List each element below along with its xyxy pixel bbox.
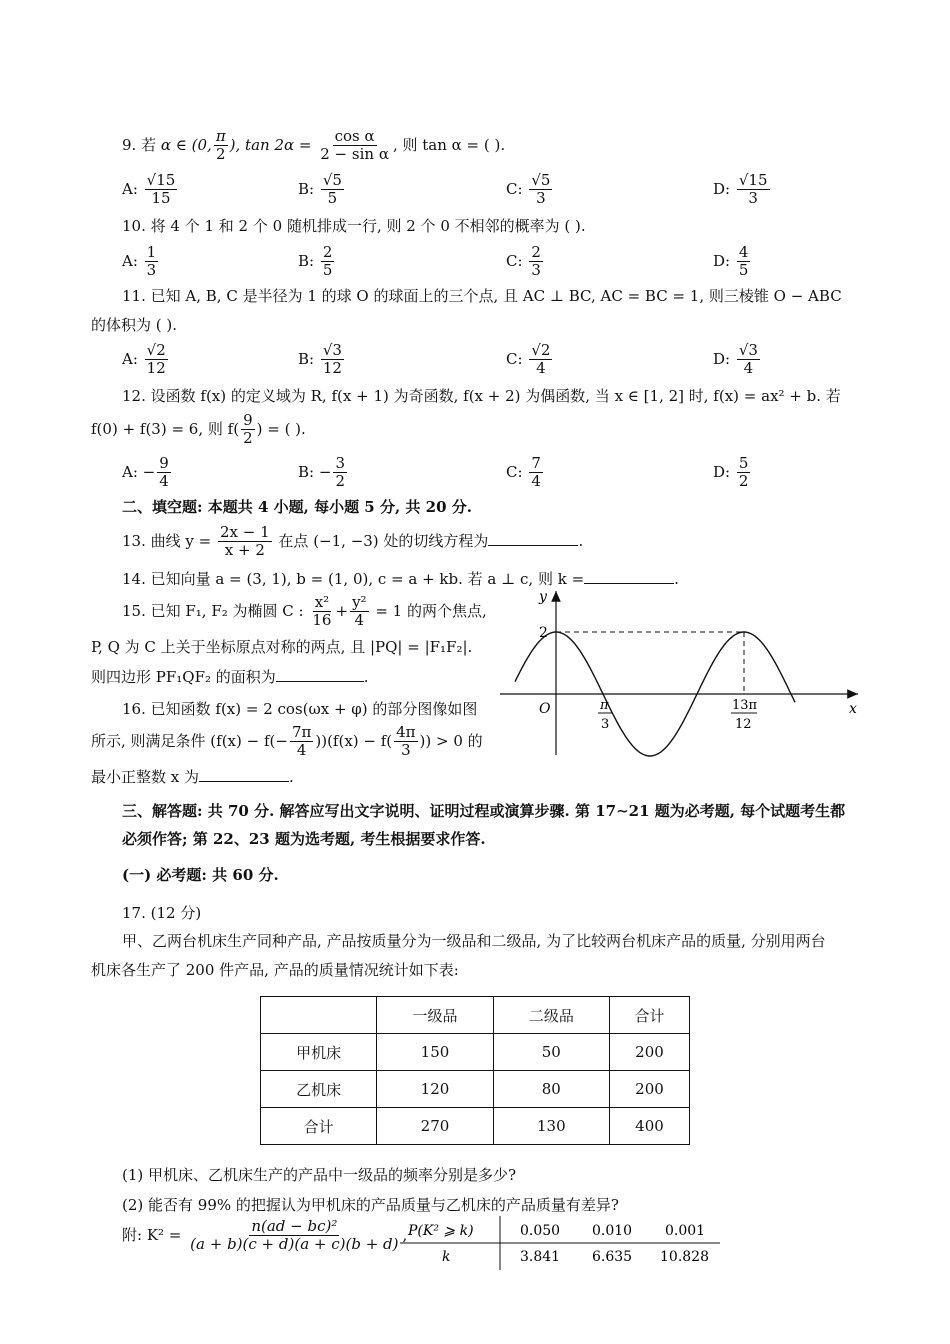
- y-axis-label: y: [539, 589, 547, 605]
- q12-stem-line2: f(0) + f(3) = 6, 则 f( $\frac{9}{2}$ ) = ( ).: [91, 411, 306, 448]
- q16-line1: 16. 已知函数 f(x) = 2 cos(ωx + φ) 的部分图像如图: [122, 700, 478, 718]
- q11-stem-line2: 的体积为 ( ).: [91, 316, 178, 334]
- q10-option-b: B: $\frac{2}{5}$: [298, 243, 333, 280]
- p-value: 0.050: [520, 1223, 561, 1239]
- table-cell: 80: [493, 1071, 609, 1108]
- q16-answer-blank[interactable]: [199, 767, 289, 782]
- x-axis-label: x: [849, 701, 857, 717]
- q12-option-d: D: $\frac{5}{2}$: [713, 454, 749, 491]
- q10-option-d: D: $\frac{4}{5}$: [713, 243, 749, 280]
- table-header-cell: 一级品: [377, 997, 493, 1034]
- x-tick-13pi12-den: 12: [735, 717, 752, 732]
- table-cell: 合计: [261, 1108, 377, 1145]
- q17-appendix-formula: 附: K² = $\frac{\text{n(ad − bc)²}}{(a + b)(c + d)(a + c)(b + d)}$ ,: [122, 1217, 408, 1254]
- k-value: 10.828: [660, 1249, 709, 1265]
- p-header: P(K² ⩾ k): [408, 1223, 474, 1239]
- section3-subheading: (一) 必考题: 共 60 分.: [122, 866, 279, 884]
- q11-option-c: C: $\frac{√2}{4}$: [506, 341, 551, 378]
- q9-option-c: C: $\frac{√5}{3}$: [506, 171, 551, 208]
- x-tick-13pi12-num: 13π: [732, 698, 758, 713]
- k-value: 6.635: [592, 1249, 633, 1265]
- q17-title: 17. (12 分): [122, 904, 202, 922]
- origin-label: O: [539, 701, 551, 717]
- table-cell: 120: [377, 1071, 493, 1108]
- p-value: 0.010: [592, 1223, 633, 1239]
- y-tick-2: 2: [539, 625, 548, 641]
- q11-option-d: D: $\frac{√3}{4}$: [713, 341, 758, 378]
- q15-line1: 15. 已知 F₁, F₂ 为椭圆 C : $\frac{\text{x²}}{16}$ + $\frac{\text{y²}}{4}$ = 1 的两个焦点,: [122, 593, 487, 630]
- q17-paragraph-line2: 机床各生产了 200 件产品, 产品的质量情况统计如下表:: [91, 961, 459, 979]
- section2-heading: 二、填空题: 本题共 4 小题, 每小题 5 分, 共 20 分.: [122, 498, 472, 516]
- section3-heading-line1: 三、解答题: 共 70 分. 解答应写出文字说明、证明过程或演算步骤. 第 17∼21 题为必考题, 每个试题考生都: [122, 802, 846, 820]
- q9-stem: 9. 若 α ∈ (0, $\frac{\pi}{2}$ ), tan 2α = $\frac{\text{cos α}}{\text{2 − sin α}}$ , 则 tan α = ( ).: [122, 127, 506, 164]
- k-header: k: [442, 1249, 451, 1265]
- table-header-cell: [261, 997, 377, 1034]
- p-value: 0.001: [665, 1223, 706, 1239]
- q11-stem-line1: 11. 已知 A, B, C 是半径为 1 的球 O 的球面上的三个点, 且 AC ⊥ BC, AC = BC = 1, 则三棱锥 O − ABC: [122, 287, 842, 305]
- q9-option-d: D: $\frac{√15}{3}$: [713, 171, 768, 208]
- q14-answer-blank[interactable]: [584, 569, 674, 584]
- table-cell: 甲机床: [261, 1034, 377, 1071]
- cosine-graph: [495, 585, 870, 770]
- table-cell: 400: [609, 1108, 689, 1145]
- q11-option-b: B: $\frac{√3}{12}$: [298, 341, 342, 378]
- table-header-cell: 二级品: [493, 997, 609, 1034]
- q12-option-b: B: − $\frac{3}{2}$: [298, 454, 345, 491]
- q16-line3: 最小正整数 x 为 .: [91, 768, 294, 786]
- table-cell: 50: [493, 1034, 609, 1071]
- table-cell: 270: [377, 1108, 493, 1145]
- q9-option-a: A: $\frac{√15}{15}$: [122, 171, 176, 208]
- q10-option-c: C: $\frac{2}{3}$: [506, 243, 541, 280]
- q10-stem: 10. 将 4 个 1 和 2 个 0 随机排成一行, 则 2 个 0 不相邻的概率为 ( ).: [122, 217, 586, 235]
- q17-paragraph-line1: 甲、乙两台机床生产同种产品, 产品按质量分为一级品和二级品, 为了比较两台机床产品的质量, 分别用两台: [122, 932, 826, 950]
- q11-option-a: A: $\frac{√2}{12}$: [122, 341, 166, 378]
- q15-answer-blank[interactable]: [276, 667, 364, 682]
- q14-stem: 14. 已知向量 a = (3, 1), b = (1, 0), c = a + kb. 若 a ⊥ c, 则 k = .: [122, 570, 679, 588]
- q13-stem: 13. 曲线 y = $\frac{2x - 1}{x + 2}$ 在点 (−1, −3) 处的切线方程为 .: [122, 523, 584, 560]
- table-cell: 乙机床: [261, 1071, 377, 1108]
- table-cell: 130: [493, 1108, 609, 1145]
- q16-line2: 所示, 则满足条件 (f(x) − f(− $\frac{7\pi}{4}$ ))(f(x) − f( $\frac{4\pi}{3}$ )) > 0 的: [91, 723, 483, 760]
- table-header-row: [261, 997, 690, 1034]
- table-header-cell: 合计: [609, 997, 689, 1034]
- q9-option-b: B: $\frac{√5}{5}$: [298, 171, 342, 208]
- q15-line2: P, Q 为 C 上关于坐标原点对称的两点, 且 |PQ| = |F₁F₂|.: [91, 638, 473, 656]
- table-row: [261, 1071, 690, 1108]
- q15-line3: 则四边形 PF₁QF₂ 的面积为 .: [91, 668, 369, 686]
- q13-answer-blank[interactable]: [488, 531, 578, 546]
- section3-heading-line2: 必须作答; 第 22、23 题为选考题, 考生根据要求作答.: [122, 830, 486, 848]
- table-row: [261, 1034, 690, 1071]
- q17-subquestion-2: (2) 能否有 99% 的把握认为甲机床的产品质量与乙机床的产品质量有差异?: [122, 1196, 619, 1214]
- x-tick-pi3-num: π: [600, 698, 609, 713]
- k-value: 3.841: [520, 1249, 561, 1265]
- q10-option-a: A: $\frac{1}{3}$: [122, 243, 157, 280]
- q12-option-c: C: $\frac{7}{4}$: [506, 454, 541, 491]
- critical-value-table: [400, 1216, 730, 1272]
- q12-stem-line1: 12. 设函数 f(x) 的定义域为 R, f(x + 1) 为奇函数, f(x + 2) 为偶函数, 当 x ∈ [1, 2] 时, f(x) = ax² + b. 若: [122, 387, 841, 405]
- q17-table: [260, 996, 690, 1145]
- x-tick-pi3-den: 3: [601, 717, 610, 732]
- table-cell: 200: [609, 1034, 689, 1071]
- q12-option-a: A: − $\frac{9}{4}$: [122, 454, 169, 491]
- table-cell: 150: [377, 1034, 493, 1071]
- table-row: [261, 1108, 690, 1145]
- q17-subquestion-1: (1) 甲机床、乙机床生产的产品中一级品的频率分别是多少?: [122, 1166, 517, 1184]
- table-cell: 200: [609, 1071, 689, 1108]
